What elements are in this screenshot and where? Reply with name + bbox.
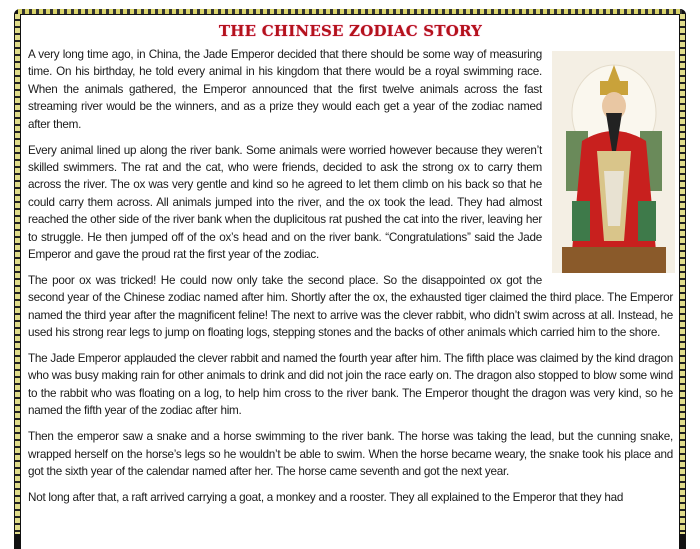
story-paragraph-6: Not long after that, a raft arrived carrying a goat, a monkey and a rooster. They all explained to the Emperor that they had — [28, 490, 624, 504]
border-pattern-top — [18, 9, 682, 14]
page-title: THE CHINESE ZODIAC STORY — [218, 22, 483, 40]
story-paragraph-5: Then the emperor saw a snake and a horse swimming to the river bank. The horse was taking the lead, but the cunning snake, wrapped herself on the horse’s legs so he wouldn’t be able to swim. When the horse became weary, the snake took his place and got the sixth year of the calendar named after her. The horse came seventh and got the next year. — [28, 430, 673, 478]
story-paragraph-3: The poor ox was tricked! He could now only take the second place. So the disappointed ox got the second year of the Chinese zodiac named after him. Shortly after the ox, the exhausted tiger claimed the third place. The Emperor named the third year after the magnificent feline! The next to arrive was the clever rabbit, who didn’t swim across at all. Instead, he used his strong rear legs to jump on floating logs, stepping stones and the backs of other animals which carried him to the shore. — [28, 273, 673, 340]
border-pattern-left — [15, 14, 20, 534]
border-pattern-right — [680, 14, 685, 534]
story-paragraph-1: A very long time ago, in China, the Jade Emperor decided that there should be some way of measuring time. On his birthday, he told every animal in his kingdom that there would be a royal swimming race. When the animals gathered, the Emperor announced that the first twelve animals across the fast streaming river would be the winners, and as a prize they would each get a year of the zodiac named after them. — [28, 48, 542, 131]
story-paragraph-2: Every animal lined up along the river bank. Some animals were worried however because they weren’t skilled swimmers. The rat and the cat, who were friends, decided to ask the strong ox to carry them across the river. The ox was very gentle and kind so he agreed to let them climb on his back so that he could carry them across. All animals jumped into the river, and the ox took the lead. They had almost reached the other side of the river bank when the duplicitous rat pushed the cat into the river, leaving her to struggle. He then jumped off of the ox’s head and on the river bank. “Congratulations” said the Jade Emperor and gave the proud rat the first year of the zodiac. — [28, 143, 542, 261]
worksheet-content — [28, 22, 673, 515]
story-paragraph-4: The Jade Emperor applauded the clever rabbit and named the fourth year after him. The fifth place was claimed by the kind dragon who was busy making rain for other animals to drink and did not join the race early on. The dragon also stopped to blow some wind to the rabbit who was floating on a log, to help him cross to the river bank. The Emperor thought the dragon was very kind, so he named the fifth year of the zodiac after him. — [28, 352, 673, 418]
jade-emperor-image — [552, 51, 675, 273]
